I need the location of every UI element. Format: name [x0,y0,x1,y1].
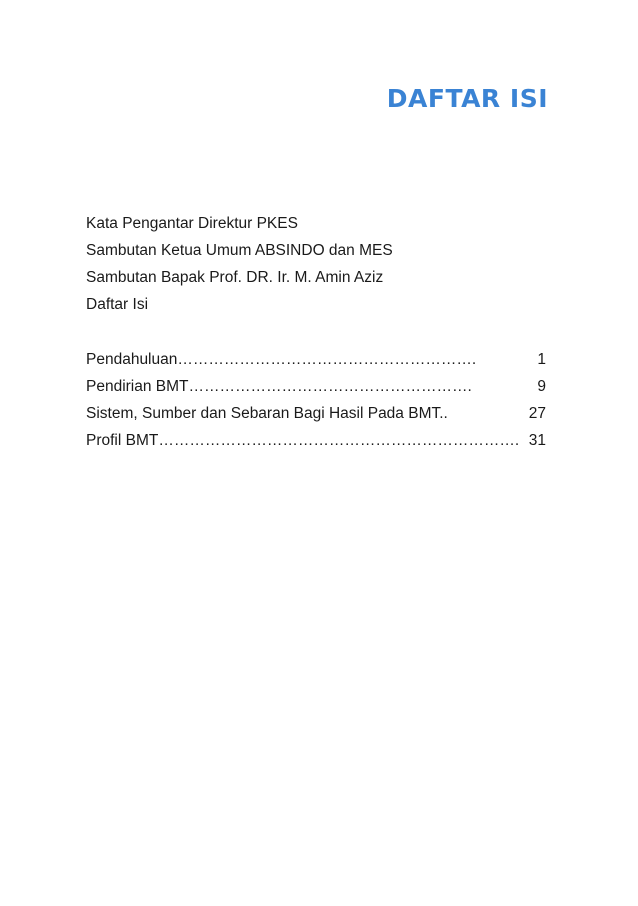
toc-entry [86,427,546,454]
toc-entry-page-number: 31 [528,432,546,449]
front-matter-list [86,210,556,318]
toc-entry-page-number: 1 [537,351,546,368]
toc-entry [86,373,546,400]
toc-entry-page-number: 9 [537,378,546,395]
front-matter-item: Kata Pengantar Direktur PKES [86,215,298,232]
toc-entry [86,400,546,427]
front-matter-item: Sambutan Ketua Umum ABSINDO dan MES [86,242,393,259]
toc-entry [86,346,546,373]
table-of-contents [86,346,546,454]
toc-entry-label: Pendahuluan…………………………………………………. [86,351,477,368]
toc-entry-label: Profil BMT……………………………………………………………. [86,432,520,449]
toc-entry-label: Sistem, Sumber dan Sebaran Bagi Hasil Pada BMT.. [86,405,448,422]
page-title: DAFTAR ISI [386,84,548,113]
front-matter-item: Sambutan Bapak Prof. DR. Ir. M. Amin Aziz [86,269,384,286]
toc-entry-page-number: 27 [528,405,546,422]
toc-entry-label: Pendirian BMT………………………………………………. [86,378,472,395]
front-matter-item: Daftar Isi [86,296,149,313]
